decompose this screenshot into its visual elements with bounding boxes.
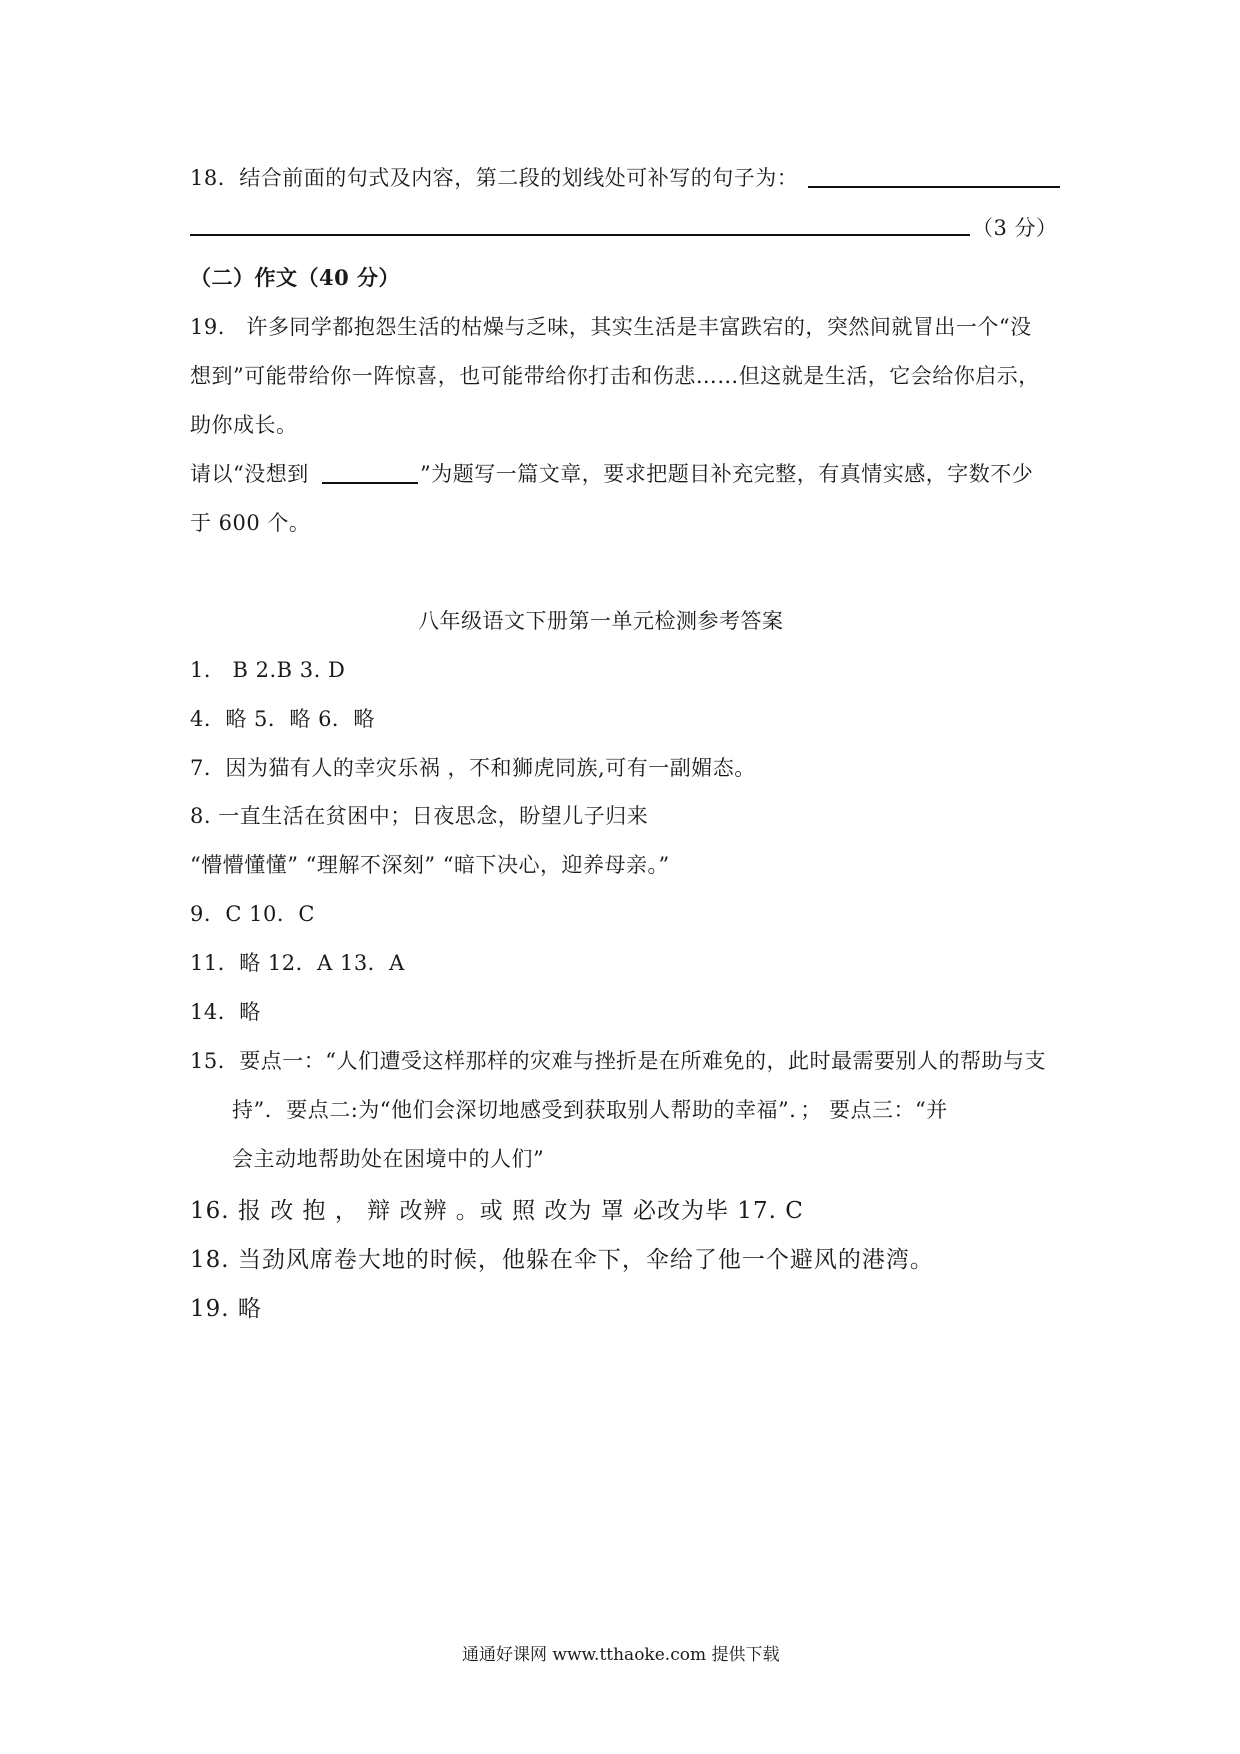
answer-16-17: 16. 报 改 抱 ， 辩 改辨 。或 照 改为 罩 必改为毕 17. C: [190, 1198, 804, 1224]
q19-prompt-post: ”为题写一篇文章，要求把题目补充完整，有真情实感，字数不少: [420, 462, 1034, 486]
section-title-essay: （二）作文（40 分）: [190, 265, 401, 290]
answer-4-6: 4．略 5．略 6．略: [190, 707, 375, 731]
answer-8-quotes: “懵懵懂懂” “理解不深刻” “暗下决心，迎养母亲。”: [190, 853, 670, 877]
q19-prompt-line-2: 于 600 个。: [190, 511, 311, 535]
q18-blank-line-1: [808, 186, 1060, 188]
q18-score: （3 分）: [972, 216, 1058, 240]
answer-8: 8. 一直生活在贫困中；日夜思念，盼望儿子归来: [190, 804, 649, 828]
answer-11-13: 11．略 12．A 13．A: [190, 951, 405, 975]
q19-line-2: 想到”可能带给你一阵惊喜，也可能带给你打击和伤悲……但这就是生活，它会给你启示，: [190, 364, 1040, 388]
q19-line-3: 助你成长。: [190, 413, 298, 437]
answer-15-line-1: 15．要点一：“人们遭受这样那样的灾难与挫折是在所难免的，此时最需要别人的帮助与支: [190, 1049, 1046, 1073]
q19-title-blank: [322, 482, 418, 484]
answer-18: 18. 当劲风席卷大地的时候，他躲在伞下，伞给了他一个避风的港湾。: [190, 1247, 934, 1273]
q19-prompt-pre: 请以“没想到: [190, 462, 309, 486]
q19-line-1: 19. 许多同学都抱怨生活的枯燥与乏味，其实生活是丰富跌宕的，突然间就冒出一个“没: [190, 315, 1032, 339]
answer-15-line-3: 会主动地帮助处在困境中的人们”: [232, 1147, 545, 1171]
q18-text: 18．结合前面的句式及内容，第二段的划线处可补写的句子为：: [190, 166, 799, 190]
answer-9-10: 9．C 10．C: [190, 902, 315, 926]
answer-19: 19. 略: [190, 1296, 262, 1322]
answer-1-3: 1． B 2.B 3. D: [190, 658, 346, 682]
q18-blank-line-2: [190, 234, 970, 236]
answer-7: 7．因为猫有人的幸灾乐祸 ，不和狮虎同族,可有一副媚态。: [190, 756, 756, 780]
answer-key-title: 八年级语文下册第一单元检测参考答案: [418, 609, 784, 633]
answer-14: 14．略: [190, 1000, 261, 1024]
answer-15-line-2: 持”．要点二:为“他们会深切地感受到获取别人帮助的幸福”．； 要点三：“并: [232, 1098, 948, 1122]
footer-source: 通通好课网 www.tthaoke.com 提供下载: [462, 1645, 780, 1665]
